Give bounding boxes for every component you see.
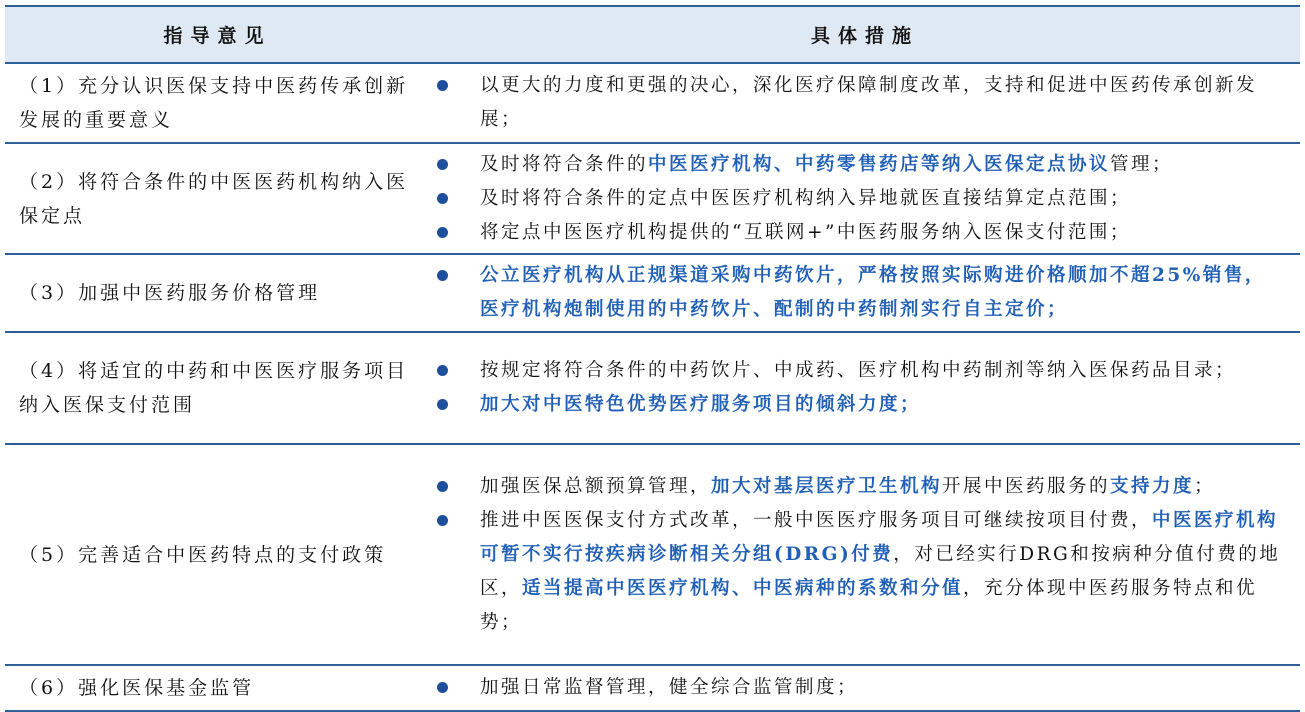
bullet-icon	[437, 80, 448, 91]
table-row	[5, 332, 1300, 444]
header-measures: 具体措施	[430, 6, 1300, 63]
bullet-icon	[437, 193, 448, 204]
measure-text: 及时将符合条件的	[480, 153, 649, 175]
measure-text: ，充分体现中医药服务特点和优势；	[480, 577, 1258, 633]
table-row	[5, 143, 1300, 254]
bullet-icon	[437, 399, 448, 410]
table-row	[5, 254, 1300, 332]
table-body	[5, 63, 1300, 711]
measure-text: 及时将符合条件的定点中医医疗机构纳入异地就医直接结算定点范围；	[480, 187, 1132, 209]
measure-text: 开展中医药服务的	[942, 475, 1111, 497]
measures-cell	[430, 332, 1300, 444]
policy-measures-table	[5, 5, 1300, 712]
bullet-icon	[437, 682, 448, 693]
highlighted-text: 中医医疗机构、中药零售药店等纳入医保定点协议	[648, 153, 1111, 175]
guidance-cell: （3）加强中医药服务价格管理	[5, 254, 430, 332]
bullet-icon	[437, 365, 448, 376]
measure-item	[430, 259, 1300, 327]
measure-text: 加强医保总额预算管理，	[480, 475, 712, 497]
measure-text: 将定点中医医疗机构提供的“互联网+”中医药服务纳入医保支付范围；	[480, 221, 1131, 243]
measure-item	[430, 470, 1300, 504]
table-row	[5, 63, 1300, 143]
measure-text: 加强日常监督管理，健全综合监管制度；	[480, 677, 859, 698]
measure-text: 按规定将符合条件的中药饮片、中成药、医疗机构中药制剂等纳入医保药品目录；	[480, 360, 1237, 381]
highlighted-text: 加大对基层医疗卫生机构	[711, 475, 943, 497]
measure-text: 管理；	[1110, 153, 1174, 175]
table-row	[5, 665, 1300, 711]
measures-cell	[430, 444, 1300, 665]
measure-item	[430, 216, 1300, 250]
measure-text: 以更大的力度和更强的决心，深化医疗保障制度改革，支持和促进中医药传承创新发展；	[480, 75, 1258, 130]
measure-text: ，对已经实行DRG和按病种分值付费的地区，	[480, 543, 1281, 599]
measure-item	[430, 671, 1300, 705]
bullet-icon	[437, 515, 448, 526]
guidance-cell: （1）充分认识医保支持中医药传承创新发展的重要意义	[5, 63, 430, 143]
bullet-icon	[437, 227, 448, 238]
measure-text: ；	[1194, 475, 1216, 497]
guidance-cell: （2）将符合条件的中医医药机构纳入医保定点	[5, 143, 430, 254]
measure-item	[430, 69, 1300, 137]
highlighted-text: 中医医疗机构可暂不实行按疾病诊断相关分组(DRG)付费	[480, 509, 1279, 565]
measures-cell	[430, 665, 1300, 711]
guidance-cell: （4）将适宜的中药和中医医疗服务项目纳入医保支付范围	[5, 332, 430, 444]
guidance-cell: （5）完善适合中医药特点的支付政策	[5, 444, 430, 665]
measures-cell	[430, 254, 1300, 332]
highlighted-text: 公立医疗机构从正规渠道采购中药饮片，严格按照实际购进价格顺加不超25%销售，医疗机构炮制使用的中药饮片、配制的中药制剂实行自主定价；	[480, 265, 1266, 320]
table-row	[5, 444, 1300, 665]
measure-text: 推进中医医保支付方式改革，一般中医医疗服务项目可继续按项目付费，	[480, 509, 1153, 531]
header-guidance: 指导意见	[5, 6, 430, 63]
bullet-icon	[437, 270, 448, 281]
measure-item	[430, 182, 1300, 216]
measure-item	[430, 148, 1300, 182]
measure-item	[430, 504, 1300, 640]
highlighted-text: 支持力度	[1110, 475, 1195, 497]
bullet-icon	[437, 481, 448, 492]
measure-item	[430, 388, 1300, 422]
measures-cell	[430, 63, 1300, 143]
highlighted-text: 加大对中医特色优势医疗服务项目的倾斜力度；	[480, 394, 922, 415]
table-header-row	[5, 6, 1300, 63]
measures-cell	[430, 143, 1300, 254]
measure-item	[430, 354, 1300, 388]
bullet-icon	[437, 159, 448, 170]
highlighted-text: 适当提高中医医疗机构、中医病种的系数和分值	[522, 577, 964, 599]
guidance-cell: （6）强化医保基金监管	[5, 665, 430, 711]
